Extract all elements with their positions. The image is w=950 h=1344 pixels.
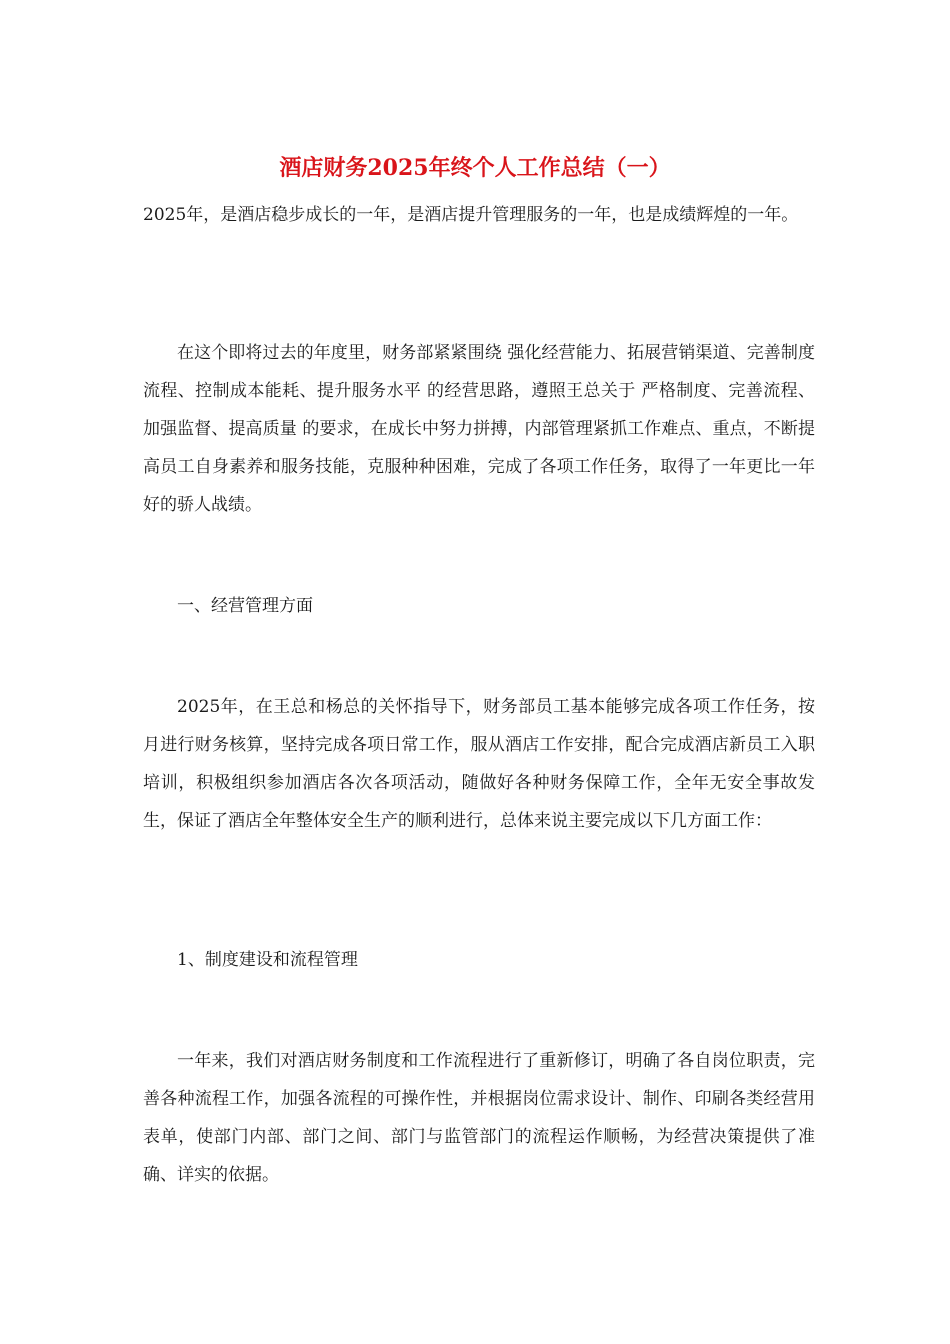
section-heading-1: 一、经营管理方面 — [177, 596, 313, 616]
document-title: 酒店财务2025年终个人工作总结（一） — [279, 155, 671, 181]
subsection-heading-1: 1、制度建设和流程管理 — [177, 950, 358, 970]
body-paragraph-2: 2025年，在王总和杨总的关怀指导下，财务部员工基本能够完成各项工作任务，按月进行财务核算，坚持完成各项日常工作，服从酒店工作安排，配合完成酒店新员工入职培训，积极组织参加酒店各次各项活动，随做好各种财务保障工作，全年无安全事故发生，保证了酒店全年整体安全生产的顺利进行，总体来说主要完成以下几方面工作： — [143, 697, 815, 831]
body-paragraph-1: 在这个即将过去的年度里，财务部紧紧围绕 强化经营能力、拓展营销渠道、完善制度流程、控制成本能耗、提升服务水平 的经营思路，遵照王总关于 严格制度、完善流程、加强监督、提高质量 的要求，在成长中努力拼搏，内部管理紧抓工作难点、重点，不断提高员工自身素养和服务技能，克服种种困难，完成了各项工作任务，取得了一年更比一年好的骄人战绩。 — [143, 343, 815, 515]
body-paragraph-3: 一年来，我们对酒店财务制度和工作流程进行了重新修订，明确了各自岗位职责，完善各种流程工作，加强各流程的可操作性，并根据岗位需求设计、制作、印刷各类经营用表单，使部门内部、部门之间、部门与监管部门的流程运作顺畅，为经营决策提供了准确、详实的依据。 — [143, 1051, 815, 1185]
intro-paragraph: 2025年，是酒店稳步成长的一年，是酒店提升管理服务的一年，也是成绩辉煌的一年。 — [143, 205, 799, 225]
